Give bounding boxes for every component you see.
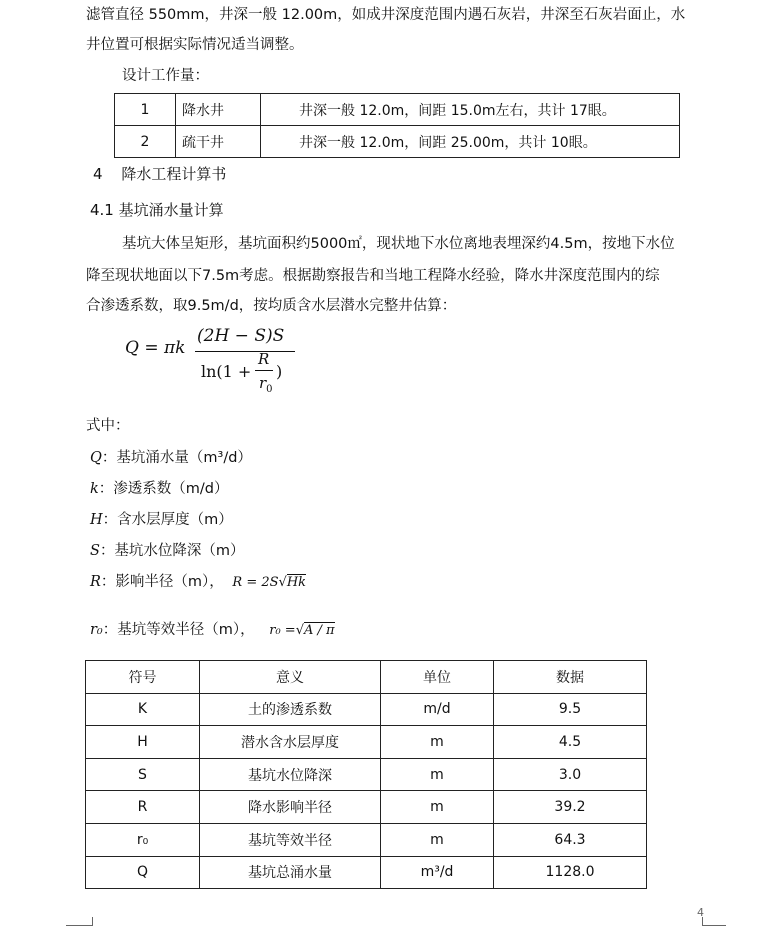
- table-cell: 降水影响半径: [200, 791, 381, 824]
- definition-item: [90, 618, 335, 639]
- definition-symbol: r₀: [90, 622, 103, 638]
- para-line-1: 基坑大体呈矩形，基坑面积约5000㎡，现状地下水位离地表埋深约4.5m，按地下水位: [122, 236, 675, 252]
- table-cell: 9.5: [494, 693, 647, 726]
- definitions-heading: 式中：: [86, 418, 130, 434]
- definition-item: [90, 508, 233, 529]
- definition-symbol: H: [90, 512, 103, 528]
- definition-item: [90, 446, 252, 467]
- section-number: 4: [93, 165, 103, 183]
- definition-item: [90, 539, 245, 560]
- table-header: 意义: [200, 661, 381, 694]
- section-title: 降水工程计算书: [121, 165, 227, 183]
- table-cell: m³/d: [381, 856, 494, 889]
- definition-symbol: Q: [90, 450, 102, 466]
- table-cell: 基坑等效半径: [200, 823, 381, 856]
- sqrt-sign: √: [278, 575, 287, 590]
- formula-den-R: R: [258, 350, 270, 368]
- table-cell: Q: [86, 856, 200, 889]
- sqrt-sign: √: [295, 623, 304, 638]
- para-line-3: 合渗透系数，取9.5m/d，按均质含水层潜水完整井估算：: [86, 298, 457, 314]
- definition-symbol: S: [90, 543, 100, 559]
- formula-lhs: Q = πk: [125, 338, 186, 358]
- corner-mark-right-h: [702, 925, 726, 926]
- definition-text: ：基坑水位降深（m）: [99, 543, 245, 559]
- work-name: 降水井: [176, 94, 261, 126]
- definition-item: [90, 477, 229, 498]
- table-header: 数据: [494, 661, 647, 694]
- table-cell: 3.0: [494, 758, 647, 791]
- table-row: [115, 126, 680, 158]
- definition-text: ：基坑等效半径（m），: [102, 622, 255, 638]
- table-header: 单位: [381, 661, 494, 694]
- intro-line-1: 滤管直径 550mm，井深一般 12.00m，如成井深度范围内遇石灰岩，井深至石灰岩面止，水: [86, 7, 686, 23]
- work-desc: 井深一般 12.0m，间距 15.0m左右，共计 17眼。: [261, 94, 680, 126]
- parameter-table: [85, 660, 647, 889]
- page-number: 4: [697, 906, 704, 919]
- section-4-1-heading: 4.1 基坑涌水量计算: [90, 201, 224, 219]
- definition-item: [90, 570, 306, 591]
- table-cell: m/d: [381, 693, 494, 726]
- para-line-2: 降至现状地面以下7.5m考虑。根据勘察报告和当地工程降水经验，降水井深度范围内的综: [86, 268, 660, 284]
- table-row: [86, 823, 647, 856]
- work-no: 2: [115, 126, 176, 158]
- table-cell: 39.2: [494, 791, 647, 824]
- work-table: [114, 93, 680, 158]
- intro-line-2: 井位置可根据实际情况适当调整。: [86, 37, 304, 53]
- table-row: [86, 693, 647, 726]
- table-cell: H: [86, 726, 200, 759]
- inner-fraction-bar: [255, 370, 273, 371]
- formula-den-r0: $r_0$: [259, 374, 273, 395]
- formula-den-suffix: ): [276, 362, 283, 381]
- work-heading: 设计工作量：: [122, 68, 209, 84]
- table-row: [86, 856, 647, 889]
- table-cell: K: [86, 693, 200, 726]
- definition-symbol: R: [90, 574, 101, 590]
- definition-text: ：影响半径（m），: [100, 574, 224, 590]
- main-formula: [125, 322, 325, 404]
- table-cell: m: [381, 791, 494, 824]
- fraction-bar: [195, 351, 295, 352]
- definition-text: ：基坑涌水量（m³/d）: [101, 450, 252, 466]
- table-row: [115, 94, 680, 126]
- corner-mark-left-h: [66, 925, 92, 926]
- table-cell: r₀: [86, 823, 200, 856]
- table-cell: S: [86, 758, 200, 791]
- sqrt-content: A / π: [303, 623, 335, 638]
- section-4-heading: [93, 163, 226, 184]
- table-cell: 64.3: [494, 823, 647, 856]
- definition-text: ：含水层厚度（m）: [102, 512, 233, 528]
- table-row: [86, 791, 647, 824]
- table-row: [86, 726, 647, 759]
- work-desc: 井深一般 12.0m，间距 25.00m，共计 10眼。: [261, 126, 680, 158]
- table-header: 符号: [86, 661, 200, 694]
- table-cell: R: [86, 791, 200, 824]
- table-cell: m: [381, 758, 494, 791]
- table-cell: 土的渗透系数: [200, 693, 381, 726]
- table-header-row: [86, 661, 647, 694]
- work-no: 1: [115, 94, 176, 126]
- table-cell: m: [381, 823, 494, 856]
- table-cell: 潜水含水层厚度: [200, 726, 381, 759]
- definition-formula: R = 2S: [232, 575, 279, 590]
- definition-formula: r₀ =: [269, 623, 296, 638]
- work-name: 疏干井: [176, 126, 261, 158]
- table-cell: m: [381, 726, 494, 759]
- table-row: [86, 758, 647, 791]
- definition-symbol: k: [90, 481, 99, 497]
- table-cell: 基坑总涌水量: [200, 856, 381, 889]
- sqrt-content: Hk: [286, 575, 307, 590]
- table-cell: 4.5: [494, 726, 647, 759]
- definition-text: ：渗透系数（m/d）: [98, 481, 229, 497]
- formula-den-prefix: ln(1 +: [201, 362, 252, 381]
- table-cell: 基坑水位降深: [200, 758, 381, 791]
- formula-numerator: (2H − S)S: [197, 326, 285, 346]
- table-cell: 1128.0: [494, 856, 647, 889]
